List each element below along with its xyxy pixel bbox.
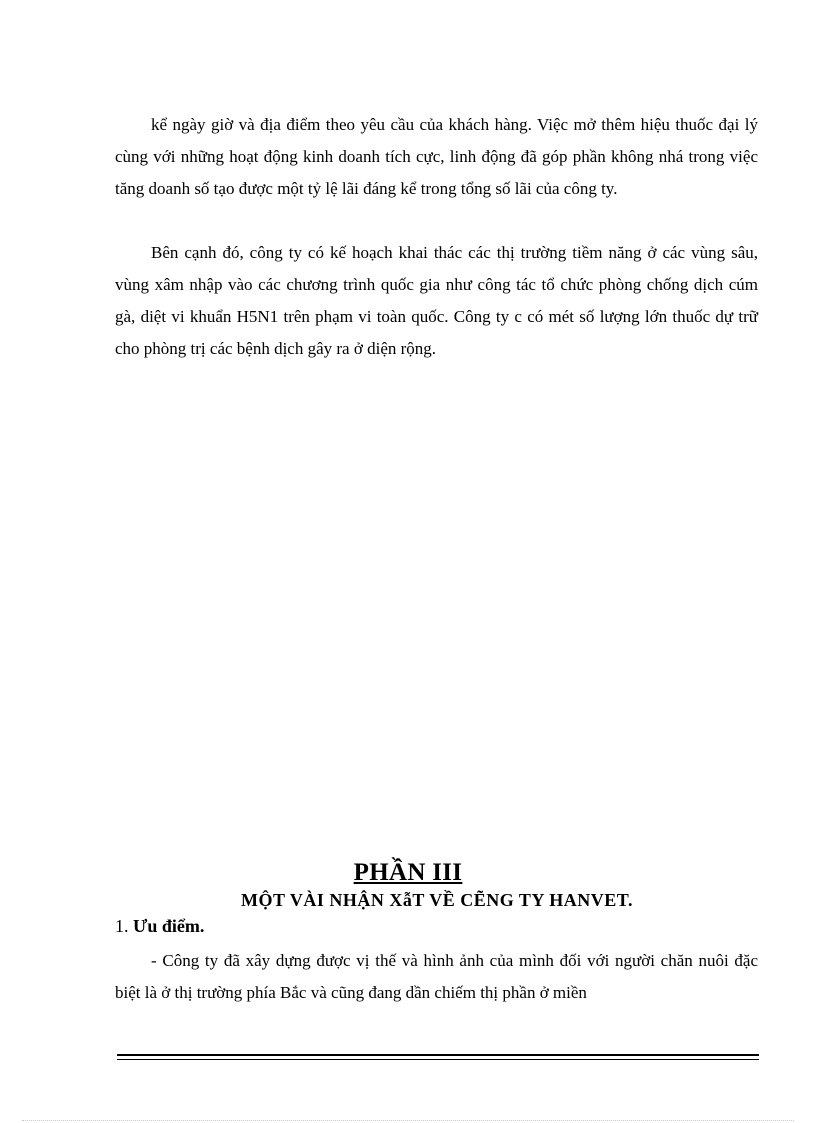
section-title: Ưu điểm. [128,916,205,936]
part-title: PHẦN III [353,859,463,886]
section-heading [115,912,204,940]
page-bottom-border [22,1120,794,1121]
footer-rule-thin [117,1059,759,1060]
body-paragraph-2: Bên cạnh đó, công ty có kế hoạch khai thác các thị trường tiềm năng ở các vùng sâu, vùng xâm nhập vào các chương trình quốc gia như công tác tổ chức phòng chống dịch cúm gà, diệt vi khuẩn H5N1 trên phạm vi toàn quốc. Công ty c có mét số lượng lớn thuốc dự trữ cho phòng trị các bệnh dịch gây ra ở diện rộng. [115,243,758,358]
body-paragraph-1: kể ngày giờ và địa điểm theo yêu cầu của khách hàng. Việc mở thêm hiệu thuốc đại lý cùng với những hoạt động kinh doanh tích cực, linh động đã góp phần không nhá trong việc tăng doanh số tạo được một tỷ lệ lãi đáng kể trong tổng số lãi của công ty. [115,115,758,198]
footer-rule-thick [117,1054,759,1056]
body-paragraph-3: - Công ty đã xây dựng được vị thế và hình ảnh của mình đối với người chăn nuôi đặc biệt là ở thị trường phía Bắc và cũng đang dần chiếm thị phần ở miền [115,951,758,1002]
section-number: 1. [115,916,129,936]
part-subtitle: MỘT VÀI NHẬN XẫT VỀ CẼNG TY HANVET. [241,890,633,910]
